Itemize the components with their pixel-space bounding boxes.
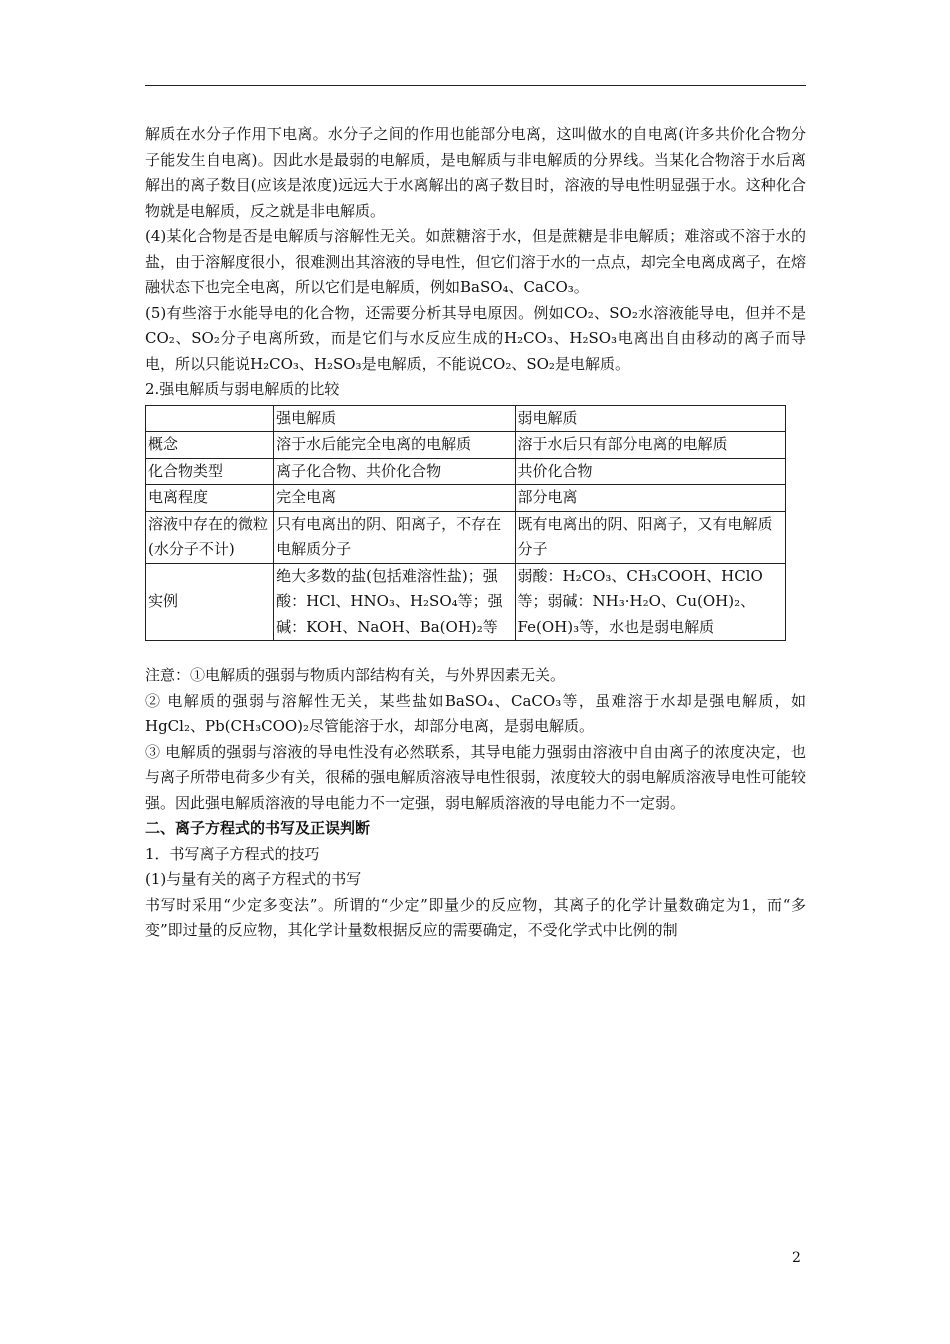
subheading: 1．书写离子方程式的技巧: [145, 844, 320, 863]
table-cell: 弱酸：H₂CO₃、CH₃COOH、HClO等；弱碱：NH₃·H₂O、Cu(OH)₂、Fe(OH)₃等，水也是弱电解质: [515, 563, 785, 641]
table-cell: 部分电离: [515, 485, 785, 512]
paragraph: (4)某化合物是否是电解质与溶解性无关。如蔗糖溶于水，但是蔗糖是非电解质；难溶或不溶于水的盐，由于溶解度很小，很难测出其溶液的导电性，但它们溶于水的一点点，却完全电离成离子，在熔融状态下也完全电离，所以它们是电解质，例如BaSO₄、CaCO₃。: [145, 227, 806, 296]
paragraph: 书写时采用“少定多变法”。所谓的“少定”即量少的反应物，其离子的化学计量数确定为1，而“多变”即过量的反应物，其化学计量数根据反应的需要确定，不受化学式中比例的制: [145, 895, 806, 939]
table-header-row: [146, 405, 786, 432]
table-cell: 电离程度: [146, 485, 274, 512]
table-cell: 溶液中存在的微粒(水分子不计): [146, 511, 274, 563]
page-number: 2: [792, 1250, 801, 1266]
table-title: 2.强电解质与弱电解质的比较: [145, 380, 340, 398]
paragraph: (5)有些溶于水能导电的化合物，还需要分析其导电原因。例如CO₂、SO₂水溶液能导电，但并不是CO₂、SO₂分子电离所致，而是它们与水反应生成的H₂CO₃、H₂SO₃电离出自由移动的离子而导电，所以只能说H₂CO₃、H₂SO₃是电解质，不能说CO₂、SO₂是电解质。: [145, 303, 806, 373]
table-cell: 离子化合物、共价化合物: [274, 458, 515, 485]
table-cell: 溶于水后能完全电离的电解质: [274, 432, 515, 459]
paragraph: 解质在水分子作用下电离。水分子之间的作用也能部分电离，这叫做水的自电离(许多共价化合物分子能发生自电离)。因此水是最弱的电解质，是电解质与非电解质的分界线。当某化合物溶于水后离解出的离子数目(应该是浓度)远远大于水离解出的离子数目时，溶液的导电性明显强于水。这种化合物就是电解质，反之就是非电解质。: [145, 125, 806, 220]
table-row: [146, 432, 786, 459]
table-header-cell: 弱电解质: [515, 405, 785, 432]
table-row: [146, 458, 786, 485]
comparison-table: [145, 405, 786, 642]
note: 注意：①电解质的强弱与物质内部结构有关，与外界因素无关。: [145, 666, 566, 684]
table-cell: 溶于水后只有部分电离的电解质: [515, 432, 785, 459]
table-row: [146, 485, 786, 512]
sub-subheading: (1)与量有关的离子方程式的书写: [145, 870, 362, 888]
page-content: [145, 122, 806, 944]
table-cell: 既有电离出的阴、阳离子，又有电解质分子: [515, 511, 785, 563]
table-row: [146, 563, 786, 641]
table-cell: [146, 405, 274, 432]
note: ③ 电解质的强弱与溶液的导电性没有必然联系，其导电能力强弱由溶液中自由离子的浓度决定，也与离子所带电荷多少有关，很稀的强电解质溶液导电性很弱，浓度较大的弱电解质溶液导电性可能较强。因此强电解质溶液的导电能力不一定强，弱电解质溶液的导电能力不一定弱。: [145, 742, 806, 812]
table-header-cell: 强电解质: [274, 405, 515, 432]
table-cell: 实例: [146, 563, 274, 641]
table-cell: 完全电离: [274, 485, 515, 512]
header-rule: [145, 85, 806, 86]
table-cell: 概念: [146, 432, 274, 459]
table-row: [146, 511, 786, 563]
table-cell: 化合物类型: [146, 458, 274, 485]
table-cell: 绝大多数的盐(包括难溶性盐)；强酸：HCl、HNO₃、H₂SO₄等；强碱：KOH、NaOH、Ba(OH)₂等: [274, 563, 515, 641]
note: ② 电解质的强弱与溶解性无关，某些盐如BaSO₄、CaCO₃等，虽难溶于水却是强电解质，如HgCl₂、Pb(CH₃COO)₂尽管能溶于水，却部分电离，是弱电解质。: [145, 691, 806, 735]
table-cell: 只有电离出的阴、阳离子，不存在电解质分子: [274, 511, 515, 563]
section-heading: 二、离子方程式的书写及正误判断: [145, 819, 371, 837]
table-cell: 共价化合物: [515, 458, 785, 485]
